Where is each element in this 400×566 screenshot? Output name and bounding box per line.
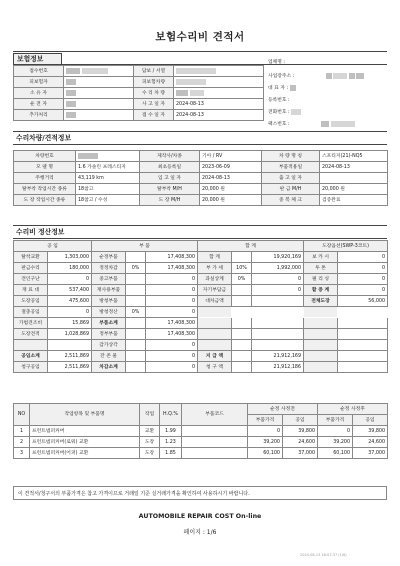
header-labor: 공임: [353, 415, 388, 426]
value: [126, 351, 146, 362]
value: [48, 340, 92, 351]
label: 잔 존 물: [92, 351, 126, 362]
fax-row: [268, 119, 387, 131]
label: 추가처리: [14, 110, 64, 121]
company-info: [268, 54, 387, 131]
header-labor: 공 임: [14, 241, 92, 252]
value: 1,303,000: [48, 252, 92, 263]
company-name-label: 업체명 :: [268, 60, 286, 65]
fax-label: 팩스번호 :: [268, 122, 290, 127]
value: 43,119 km: [76, 173, 140, 184]
label: 소 유 자: [14, 88, 64, 99]
value: 475,600: [48, 296, 92, 307]
part-name: 프런트범퍼커버: [30, 426, 140, 437]
table-row: [14, 110, 264, 121]
value: [126, 329, 146, 340]
label: 정정차감: [92, 263, 126, 274]
value: [320, 173, 388, 184]
value: [232, 362, 252, 373]
table-row: [14, 162, 388, 173]
value: 60,100: [248, 448, 283, 459]
vehicle-table: [13, 150, 388, 206]
value: 교환: [140, 426, 160, 437]
value: [338, 329, 388, 340]
value: [232, 351, 252, 362]
label: 탈착교환: [14, 252, 48, 263]
header-before: 순정 사정전: [248, 404, 318, 415]
label: 부품소계: [92, 318, 126, 329]
value: 60,100: [318, 448, 353, 459]
value: [338, 318, 388, 329]
label: [198, 318, 232, 329]
value: 0: [338, 274, 388, 285]
table-row: [14, 66, 264, 77]
value: 0: [146, 296, 198, 307]
value: [252, 307, 304, 318]
label: 출 고 일 자: [262, 173, 320, 184]
header-labor: 공임: [283, 415, 318, 426]
value: 0%: [126, 263, 146, 274]
table-row: [14, 362, 388, 373]
label: 중 복 체 크: [262, 195, 320, 206]
value: [126, 318, 146, 329]
value: 2,511,869: [48, 362, 92, 373]
parts-table: [13, 403, 388, 459]
value: 24,600: [283, 437, 318, 448]
table-row: [14, 351, 388, 362]
value: 도장: [140, 437, 160, 448]
divider: [13, 238, 387, 239]
table-row: [14, 448, 388, 459]
value: 18참고: [76, 184, 140, 195]
table-row: [14, 99, 264, 110]
value: [126, 285, 146, 296]
ceo-label: 대 표 자 :: [268, 86, 289, 91]
label: 정부부품: [92, 329, 126, 340]
value: [232, 318, 252, 329]
value: 0: [338, 285, 388, 296]
value: [126, 340, 146, 351]
value: 1,992,000: [252, 263, 304, 274]
value: 15,869: [48, 318, 92, 329]
label: 재 료 대: [14, 285, 48, 296]
label: 탈부착 M/H: [140, 184, 200, 195]
label: 최초등록일: [140, 162, 200, 173]
label: 지 급 액: [198, 351, 232, 362]
header-part-code: 부품코드: [182, 404, 248, 426]
value: 0: [252, 274, 304, 285]
label: [304, 329, 338, 340]
plate-value: [76, 151, 140, 162]
value: 0: [146, 274, 198, 285]
label: 차 량 명 칭: [262, 151, 320, 162]
value: [252, 340, 304, 351]
table-row: [14, 88, 264, 99]
value: 0: [248, 426, 283, 437]
value: 537,400: [48, 285, 92, 296]
value: 0: [48, 274, 92, 285]
value: [64, 77, 134, 88]
label: 차량번호: [14, 151, 76, 162]
value: 검증완료: [320, 195, 388, 206]
value: 20,000 원: [200, 195, 262, 206]
label: 피보험자: [14, 77, 64, 88]
header-part-price: 부품가격: [248, 415, 283, 426]
label: [304, 362, 338, 373]
label: 차감소계: [92, 362, 126, 373]
label: 전체도장: [304, 296, 338, 307]
header-after: 순정 사정후: [318, 404, 388, 415]
value: 0: [146, 362, 198, 373]
value: [64, 66, 134, 77]
label: 피보험차량: [134, 77, 174, 88]
value: 0: [48, 307, 92, 318]
value: 1.6 가솔린 프레스티지: [76, 162, 140, 173]
value: [232, 285, 252, 296]
address-label: 사업장주소 :: [268, 74, 295, 79]
header-hq: H.Q.%: [160, 404, 182, 426]
label: 순정부품: [92, 252, 126, 263]
section-insurance: 보험정보: [13, 53, 62, 65]
value: [126, 296, 146, 307]
value: 39,800: [283, 426, 318, 437]
value: [232, 329, 252, 340]
accident-date: 2024-08-13: [174, 99, 264, 110]
value: 20,000 원: [200, 184, 262, 195]
value: [232, 340, 252, 351]
value: 2024-08-13: [320, 162, 388, 173]
value: [252, 329, 304, 340]
divider: [13, 225, 387, 226]
value: 19,920,169: [252, 252, 304, 263]
value: 17,408,300: [146, 263, 198, 274]
table-row: [14, 307, 388, 318]
table-row: [14, 195, 388, 206]
label: 펄 리 싱: [304, 274, 338, 285]
phone-label: 전화번호 :: [268, 110, 290, 115]
value: [174, 77, 264, 88]
value: 39,200: [318, 437, 353, 448]
label: 탈부착 작업시간 종류: [14, 184, 76, 195]
value: [126, 252, 146, 263]
value: 17,408,300: [146, 329, 198, 340]
label: 모 델 명: [14, 162, 76, 173]
phone-row: [268, 107, 387, 119]
value: 21,912,169: [252, 351, 304, 362]
value: 1,028,869: [48, 329, 92, 340]
label: 보 카 시: [304, 252, 338, 263]
value: 0: [318, 426, 353, 437]
label: 제작사/차종: [140, 151, 200, 162]
insurance-table: [13, 65, 264, 121]
value: [126, 274, 146, 285]
header-total: 합 계: [198, 241, 304, 252]
table-row: [14, 151, 388, 162]
reg-label: 등록번호 :: [268, 98, 290, 103]
value: 도장: [140, 448, 160, 459]
settlement-table: [13, 240, 388, 373]
label: 중고부품: [92, 274, 126, 285]
value: 스포티지(21)-NQ5: [320, 151, 388, 162]
header-work: 작업: [140, 404, 160, 426]
print-stamp: 2024-08-13 16:07:37 (1/6): [300, 553, 347, 557]
value: [252, 318, 304, 329]
label: 도장견적: [14, 329, 48, 340]
label: [304, 351, 338, 362]
value: [338, 362, 388, 373]
label: 투 톤: [304, 263, 338, 274]
value: [64, 99, 134, 110]
value: 39,200: [248, 437, 283, 448]
value: 0%: [126, 307, 146, 318]
label: 방청정산: [92, 307, 126, 318]
value: 39,800: [353, 426, 388, 437]
value: 1.85: [160, 448, 182, 459]
value: 20,000 원: [320, 184, 388, 195]
divider: [13, 144, 387, 145]
value: 56,000: [338, 296, 388, 307]
value: 0: [338, 263, 388, 274]
value: [252, 296, 304, 307]
value: [64, 110, 134, 121]
value: [182, 437, 248, 448]
table-row: [14, 329, 388, 340]
table-row: [14, 318, 388, 329]
page-number: 페이지 : 1/6: [183, 529, 217, 536]
header-item: 작업항목 및 부품명: [30, 404, 140, 426]
value: 17,408,300: [146, 318, 198, 329]
label: 과실상계: [198, 274, 232, 285]
value: 1: [14, 426, 30, 437]
value: 0: [146, 351, 198, 362]
value: 37,000: [353, 448, 388, 459]
value: 2024-08-13: [200, 173, 262, 184]
label: 청 구 액: [198, 362, 232, 373]
table-row: [14, 77, 264, 88]
label: [304, 340, 338, 351]
value: 2,511,869: [48, 351, 92, 362]
label: 도장공임: [14, 296, 48, 307]
label: 감가상각: [92, 340, 126, 351]
reg-row: [268, 95, 387, 107]
value: 0: [146, 285, 198, 296]
value: [64, 88, 134, 99]
table-row: [14, 173, 388, 184]
label: 판금수리: [14, 263, 48, 274]
value: [338, 340, 388, 351]
value: 2: [14, 437, 30, 448]
table-header-row: [14, 404, 388, 415]
label: 견인구난: [14, 274, 48, 285]
value: [338, 351, 388, 362]
label: 수 리 차 량: [134, 88, 174, 99]
value: 3: [14, 448, 30, 459]
value: 17,408,300: [146, 252, 198, 263]
table-row: [14, 274, 388, 285]
label: 사 고 일 자: [134, 99, 174, 110]
table-row: [14, 340, 388, 351]
divider: [13, 51, 387, 52]
header-part-price: 부품가격: [318, 415, 353, 426]
label: 방청부품: [92, 296, 126, 307]
part-name: 프런트범퍼커버(어퍼) 교환: [30, 448, 140, 459]
table-row: [14, 252, 388, 263]
ceo-row: [268, 83, 387, 95]
label: [304, 318, 338, 329]
value: [338, 307, 388, 318]
value: [174, 88, 264, 99]
header-parts: 부 품: [92, 241, 198, 252]
label: 절충공임: [14, 307, 48, 318]
label: [198, 340, 232, 351]
header-paint-option: 도장옵션(SWP-3코트): [304, 241, 388, 252]
section-vehicle: 수리차량/견적정보: [16, 134, 72, 142]
label: 도 장 작업시간 종류: [14, 195, 76, 206]
value: 0: [338, 252, 388, 263]
value: [174, 66, 264, 77]
table-row: [14, 285, 388, 296]
label: 부품적용일: [262, 162, 320, 173]
document-title: 보험수리비 견적서: [155, 31, 245, 43]
label: 합 계: [198, 252, 232, 263]
value: [232, 307, 252, 318]
value: 2023-06-09: [200, 162, 262, 173]
section-settlement: 수리비 정산정보: [16, 228, 65, 236]
label: 판 금 M/H: [262, 184, 320, 195]
value: 180,000: [48, 263, 92, 274]
value: 1.99: [160, 426, 182, 437]
label: 주행거리: [14, 173, 76, 184]
table-row: [14, 184, 388, 195]
value: 0: [146, 307, 198, 318]
label: 청구공임: [14, 362, 48, 373]
label: 부 가 세: [198, 263, 232, 274]
label: 대차금액: [198, 296, 232, 307]
value: [182, 448, 248, 459]
label: 재사용부품: [92, 285, 126, 296]
value: 기아 / RV: [200, 151, 262, 162]
table-row: [14, 426, 388, 437]
label: [304, 307, 338, 318]
receipt-date: 2024-08-13: [174, 110, 264, 121]
label: [198, 329, 232, 340]
value: [232, 296, 252, 307]
value: 10%: [232, 263, 252, 274]
value: 18참고 / 수성: [76, 195, 140, 206]
label: 할 증 계: [304, 285, 338, 296]
table-header-row: [14, 241, 388, 252]
value: 0: [252, 285, 304, 296]
value: 1.23: [160, 437, 182, 448]
disclaimer-note: 이 견적서/청구서의 부품가격은 참고 가격이므로 거래일 기준 실거래가격을 확인하여 사용하시기 바랍니다.: [13, 486, 387, 500]
value: 37,000: [283, 448, 318, 459]
table-row: [14, 263, 388, 274]
value: 0: [146, 340, 198, 351]
label: 가법견조비: [14, 318, 48, 329]
divider: [13, 131, 387, 132]
label: 접수번호: [14, 66, 64, 77]
label: [14, 340, 48, 351]
label: 입 고 일 자: [140, 173, 200, 184]
value: [182, 426, 248, 437]
label: [198, 307, 232, 318]
address-row: [268, 71, 387, 83]
label: 접 수 일 자: [134, 110, 174, 121]
value: 21,912,186: [252, 362, 304, 373]
label: 공임소계: [14, 351, 48, 362]
value: [232, 252, 252, 263]
header-no: NO: [14, 404, 30, 426]
label: 도 장 M/H: [140, 195, 200, 206]
value: [126, 362, 146, 373]
part-name: 프런트범퍼커버(로워) 교환: [30, 437, 140, 448]
table-row: [14, 296, 388, 307]
value: 24,600: [353, 437, 388, 448]
label: 자기부담금: [198, 285, 232, 296]
value: 0%: [232, 274, 252, 285]
table-row: [14, 437, 388, 448]
footer-brand: AUTOMOBILE REPAIR COST On-line: [138, 513, 262, 520]
label: 담보 / 서열: [134, 66, 174, 77]
label: 운 전 자: [14, 99, 64, 110]
